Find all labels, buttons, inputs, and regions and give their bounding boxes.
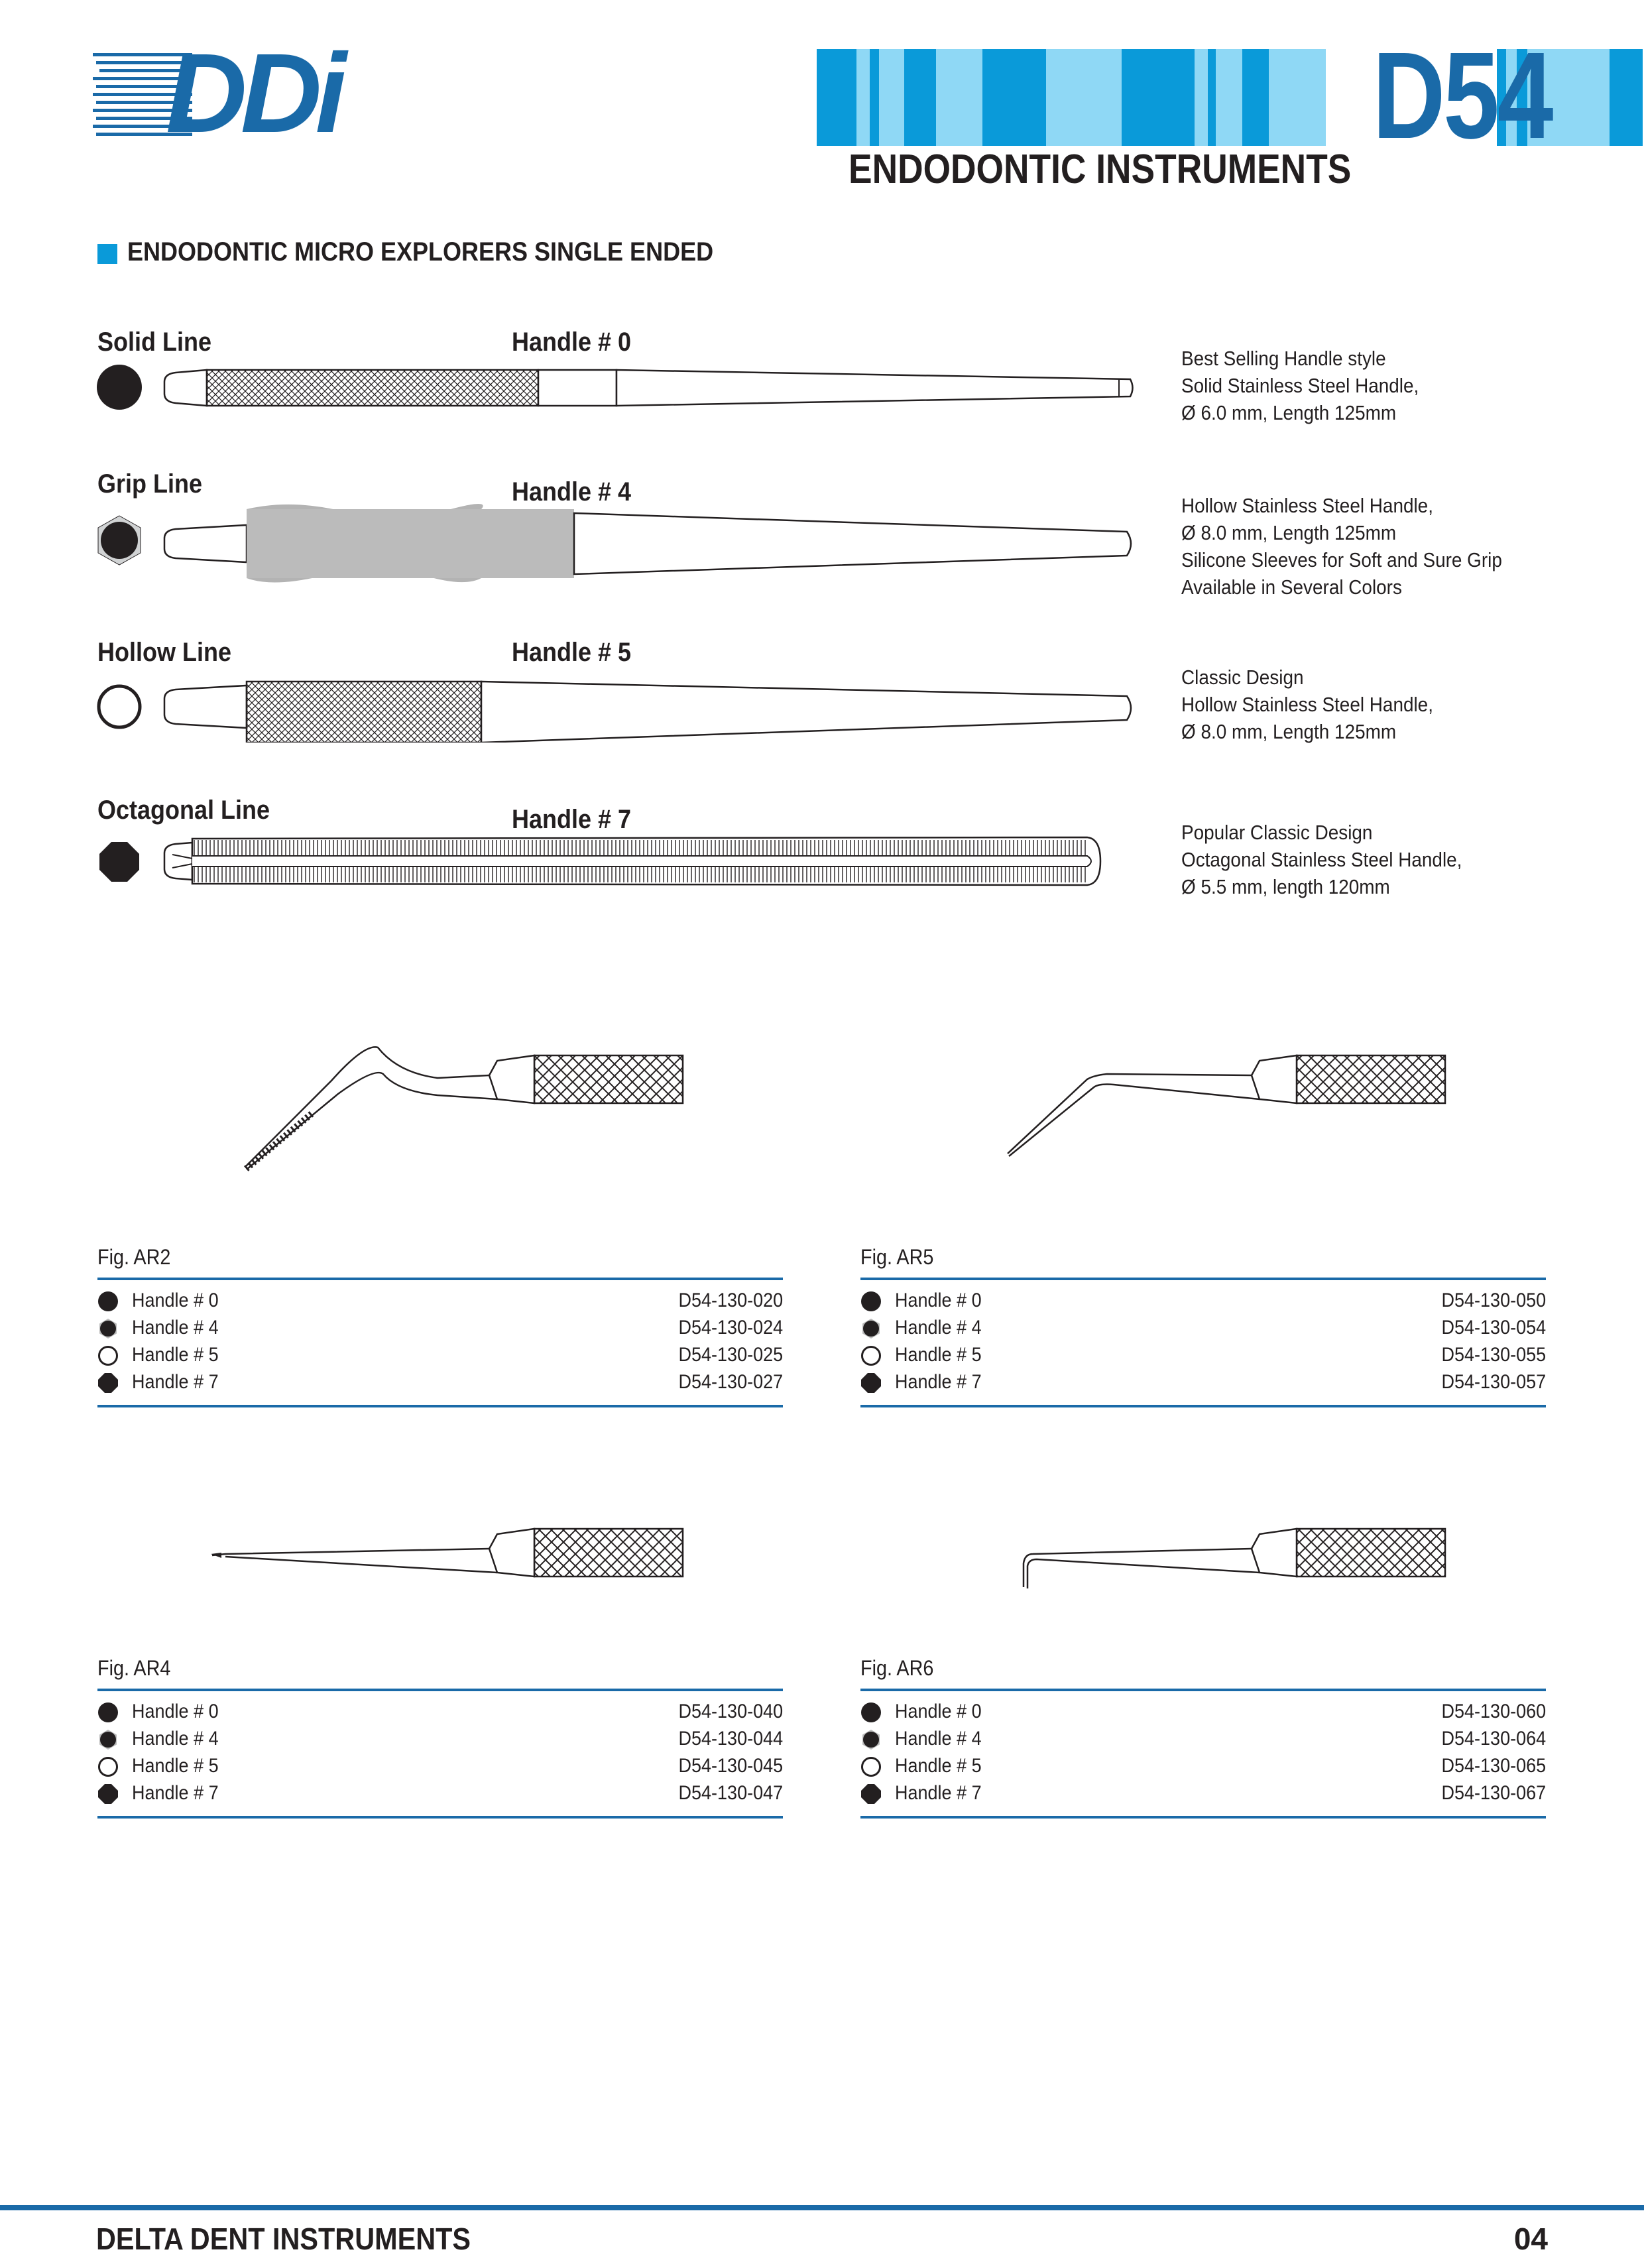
figure-ar2 [97, 1245, 783, 1407]
desc-line: Available in Several Colors [1181, 575, 1402, 599]
line-name-hollow: Hollow Line [97, 638, 231, 667]
desc-line: Best Selling Handle style [1181, 347, 1386, 370]
line-name-grip: Grip Line [97, 469, 203, 499]
part-table [860, 1278, 1546, 1407]
part-code: D54-130-027 [678, 1371, 783, 1393]
table-row [860, 1726, 1546, 1754]
handle-0-description [1181, 345, 1419, 426]
instrument-ar6-drawing [1001, 1518, 1452, 1604]
instrument-ar2-drawing [239, 1034, 689, 1180]
table-row [860, 1781, 1546, 1808]
handle-label: Handle # 4 [895, 1317, 982, 1339]
part-code: D54-130-064 [1441, 1728, 1546, 1750]
instrument-ar4-drawing [206, 1518, 689, 1604]
figure-label: Fig. AR6 [860, 1656, 934, 1680]
part-code: D54-130-044 [678, 1728, 783, 1750]
part-code: D54-130-040 [678, 1701, 783, 1722]
filled-octagon-icon [860, 1783, 882, 1805]
filled-hexagon-icon [860, 1729, 882, 1750]
line-name-octagonal: Octagonal Line [97, 796, 270, 825]
desc-line: Ø 8.0 mm, Length 125mm [1181, 521, 1397, 544]
handle-4-description [1181, 492, 1502, 601]
solid-handle-drawing [93, 358, 1153, 411]
filled-circle-icon [860, 1702, 882, 1723]
filled-hexagon-icon [860, 1318, 882, 1339]
desc-line: Hollow Stainless Steel Handle, [1181, 693, 1433, 716]
instrument-ar5-drawing [1001, 1034, 1452, 1167]
filled-octagon-icon [97, 1372, 119, 1394]
handle-7-description [1181, 819, 1462, 900]
handle-label: Handle # 0 [895, 1701, 982, 1722]
desc-line: Hollow Stainless Steel Handle, [1181, 494, 1433, 517]
table-row [97, 1288, 783, 1315]
part-table [97, 1689, 783, 1819]
table-row [97, 1781, 783, 1808]
desc-line: Silicone Sleeves for Soft and Sure Grip [1181, 548, 1502, 571]
open-circle-icon [97, 1756, 119, 1777]
filled-octagon-icon [99, 842, 139, 882]
handle-name-4: Handle # 4 [512, 477, 632, 507]
part-code: D54-130-055 [1441, 1344, 1546, 1366]
handle-label: Handle # 7 [895, 1782, 982, 1804]
handle-5-description [1181, 664, 1433, 745]
table-row [97, 1315, 783, 1343]
catalog-title: ENDODONTIC INSTRUMENTS [849, 147, 1352, 192]
handle-label: Handle # 4 [132, 1728, 219, 1750]
table-row [860, 1343, 1546, 1370]
filled-circle-icon [860, 1291, 882, 1312]
page-number: 04 [1513, 2222, 1548, 2256]
desc-line: Octagonal Stainless Steel Handle, [1181, 848, 1462, 871]
figure-ar5 [860, 1245, 1546, 1407]
part-code: D54-130-050 [1441, 1289, 1546, 1311]
filled-octagon-icon [97, 1783, 119, 1805]
octagonal-handle-drawing [93, 832, 1153, 892]
part-code: D54-130-054 [1441, 1317, 1546, 1339]
part-table [860, 1689, 1546, 1819]
table-row [860, 1288, 1546, 1315]
part-code: D54-130-025 [678, 1344, 783, 1366]
footer-company: DELTA DENT INSTRUMENTS [96, 2222, 471, 2256]
handle-label: Handle # 7 [132, 1782, 219, 1804]
filled-octagon-icon [860, 1372, 882, 1394]
part-code: D54-130-020 [678, 1289, 783, 1311]
handle-name-5: Handle # 5 [512, 638, 632, 667]
desc-line: Classic Design [1181, 666, 1304, 689]
handle-label: Handle # 5 [895, 1755, 982, 1777]
desc-line: Solid Stainless Steel Handle, [1181, 374, 1419, 397]
part-code: D54-130-060 [1441, 1701, 1546, 1722]
footer-rule [0, 2205, 1644, 2210]
section-marker [97, 244, 117, 264]
catalog-code: D54 [1372, 27, 1551, 164]
filled-hexagon-icon [97, 1729, 119, 1750]
figure-label: Fig. AR4 [97, 1656, 171, 1680]
filled-hexagon-icon [101, 522, 138, 559]
desc-line: Popular Classic Design [1181, 821, 1373, 844]
handle-label: Handle # 0 [132, 1701, 219, 1722]
open-circle-icon [860, 1756, 882, 1777]
handle-label: Handle # 0 [895, 1289, 982, 1311]
part-code: D54-130-045 [678, 1755, 783, 1777]
logo-text: DDi [166, 30, 340, 156]
figure-label: Fig. AR5 [860, 1245, 934, 1269]
table-row [860, 1754, 1546, 1781]
filled-circle-icon [97, 1702, 119, 1723]
part-code: D54-130-065 [1441, 1755, 1546, 1777]
table-row [860, 1699, 1546, 1726]
table-row [97, 1699, 783, 1726]
handle-name-7: Handle # 7 [512, 805, 632, 834]
desc-line: Ø 8.0 mm, Length 125mm [1181, 720, 1397, 743]
part-code: D54-130-067 [1441, 1782, 1546, 1804]
filled-circle-icon [97, 365, 142, 410]
table-row [860, 1315, 1546, 1343]
filled-hexagon-icon [97, 1318, 119, 1339]
handle-label: Handle # 5 [132, 1755, 219, 1777]
grip-handle-drawing [93, 497, 1153, 597]
figure-label: Fig. AR2 [97, 1245, 171, 1269]
part-table [97, 1278, 783, 1407]
desc-line: Ø 6.0 mm, Length 125mm [1181, 401, 1397, 424]
part-code: D54-130-047 [678, 1782, 783, 1804]
handle-label: Handle # 7 [895, 1371, 982, 1393]
part-code: D54-130-024 [678, 1317, 783, 1339]
figure-ar4 [97, 1656, 783, 1819]
handle-label: Handle # 4 [132, 1317, 219, 1339]
filled-circle-icon [97, 1291, 119, 1312]
figure-ar6 [860, 1656, 1546, 1819]
handle-label: Handle # 4 [895, 1728, 982, 1750]
handle-label: Handle # 0 [132, 1289, 219, 1311]
table-row [97, 1370, 783, 1397]
part-code: D54-130-057 [1441, 1371, 1546, 1393]
line-name-solid: Solid Line [97, 328, 212, 357]
open-circle-icon [99, 686, 140, 727]
table-row [97, 1726, 783, 1754]
ddi-logo [93, 30, 351, 156]
desc-line: Ø 5.5 mm, length 120mm [1181, 875, 1390, 898]
handle-label: Handle # 5 [132, 1344, 219, 1366]
table-row [97, 1754, 783, 1781]
hollow-handle-drawing [93, 670, 1153, 743]
handle-label: Handle # 5 [895, 1344, 982, 1366]
handle-label: Handle # 7 [132, 1371, 219, 1393]
table-row [97, 1343, 783, 1370]
table-row [860, 1370, 1546, 1397]
handle-name-0: Handle # 0 [512, 328, 632, 357]
open-circle-icon [860, 1345, 882, 1366]
section-title: ENDODONTIC MICRO EXPLORERS SINGLE ENDED [127, 237, 714, 267]
open-circle-icon [97, 1345, 119, 1366]
